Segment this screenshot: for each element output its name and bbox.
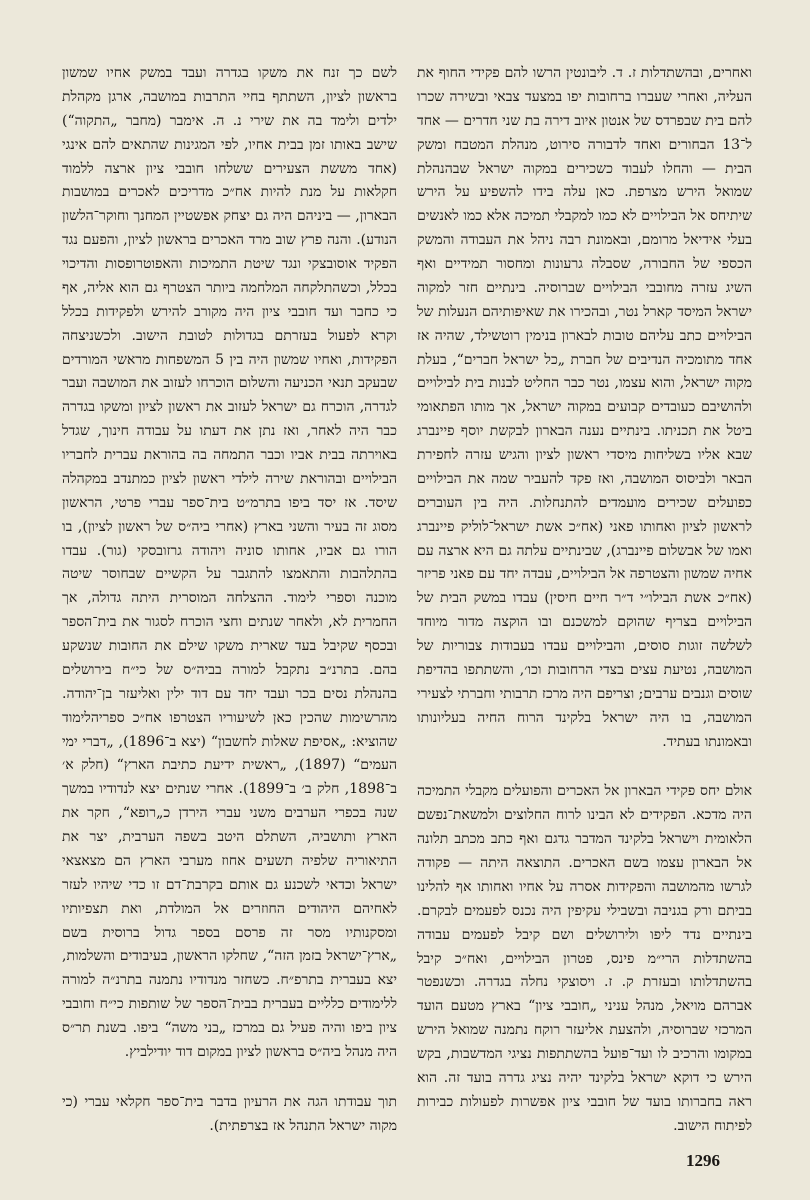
text-column-left bbox=[62, 62, 397, 1139]
paragraph-gap bbox=[62, 1065, 397, 1091]
paragraph-gap bbox=[417, 754, 752, 780]
paragraph: תוך עבודתו הגה את הרעיון בדבר בית־ספר חקלאי עברי (כי מקוה ישראל התנהל אז בצרפתית). bbox=[62, 1093, 397, 1134]
text-column-right bbox=[417, 62, 752, 1139]
paragraph: לשם כך זנח את משקו בגדרה ועבד במשק אחיו שמשון בראשון לציון, השתתף בחיי התרבות במושבה, ארגן מקהלת ילדים ולימד בה את שירי נ. ה. אימבר (מחבר „התקוה“) שישב באותו זמן בבית אחיו, לפי המגינות שהתאים להם אינגי (אחד מששת הצעירים ששלחו חובבי ציון ארצה ללמוד חקלאות על מנת להיות אח״כ מדריכים לאכרים במושבות הבארון, — ביניהם היה גם יצחק אפשטיין המחנך וחוקר־הלשון הנודע). והנה פרץ שוב מרד האכרים בראשון לציון, והפעם נגד הפקיד אוסובצקי ונגד שיטת התמיכות והאפוטרופסות והדיכוי בכלל, וכשהתלקחה המלחמה ביותר הצטרף גם הוא אליה, אף כי כחבר ועד חובבי ציון היה מקורב להירש ולפקידות בכלל וקרא לפעול בעזרתם בגדולות לטובת הישוב. ולכשניצחה הפקידות, ואחיו שמשון היה בין 5 המשפחות מראשי המורדים שבעקב תנאי הכניעה והשלום הוכרחו לעזוב את המושבה ועבר לגדרה, הוכרח גם ישראל לעזוב את ראשון לציון ומשקו בגדרה כבר היה לאחר, ואז נתן את דעתו על עבודה חינוך, שגדל באוירתה בבית אביו וכבר התמחה בה בהוראת עברית לחבריו הבילויים ובהוראת שירה לילדי ראשון לציון כמתנדב במקהלה שיסד. אז יסד ביפו בתרמ״ט בית־ספר עברי פרטי, הראשון מסוג זה בעיר והשני בארץ (אחרי ביה״ס של ראשון לציון), בו הורו גם אביו, אחותו סוניה ויהודה גרזובסקי (גור). עבדו בהתלהבות והתאמצו להתגבר על הקשיים שבחוסר שיטה מוכנה וספרי לימוד. ההצלחה המוסרית היתה גדולה, אך החמרית לא, ולאחר שנתים וחצי הוכרח לסגור את בית־הספר ובכסף שקיבל בעד שארית משקו שילם את החובות שנשקע בהם. בתרנ״ב נתקבל למורה בביה״ס של כי״ח בירושלים בהנהלת נסים בכר ועבד יחד עם דוד ילין ואליעזר בן־יהודה. מהרשימות שהכין כאן לשיעוריו הצטרפו אח״כ ספריהלימוד שהוציא: „אסיפת שאלות לחשבון“ (יצא ב־1896), „דברי ימי העמים“ (1897), „ראשית ידיעת כתיבת הארץ“ (חלק א׳ ב־1898, חלק ב׳ ב־1899). אחרי שנתים יצא לנדודיו במשך שנה בכפרי הערבים משני עברי הירדן כ„רופא“, חקר את הארץ ותושביה, השתלם היטב בשפה הערבית, יצר את התיאוריה שלפיה תשעים אחוז מערבי הארץ הם מצאצאי ישראל וכדאי לשכנע גם אותם בקרבת־דם זו כדי שיהיו לעזר לאחיהם היהודים החוזרים אל המולדת, ואת תצפיותיו ומסקנותיו מסר זה פרסם בספר גדול ברוסית בשם „ארץ־ישראל בזמן הזה“, שחלקו הראשון, בעיבודים והשלמות, יצא בעברית בתרפ״ח. כשחזר מנדודיו נתמנה בתרנ״ה למורה ללימודים כלליים בעברית בבית־הספר של שותפות כי״ח וחובבי ציון ביפו והיה פעיל גם במרכז „בני משה“ ביפו. בשנת תר״ס היה מנהל ביה״ס בראשון לציון במקום דוד יודילביץ. bbox=[62, 65, 398, 1060]
page-number: 1296 bbox=[686, 1151, 720, 1170]
paragraph: ואחרים, ובהשתדלות ז. ד. ליבונטין הרשו להם פקידי החוף את העליה, ואחרי שעברו ברחובות יפו במצעד צבאי ובשירה שכרו להם בית שבפרדס של אנטון איוב דירה בת שני חדרים — אחד ל־13 הבחורים ואחד לדבורה סירוט, מנהלת המטבח ומשק הבית — והחלו לעבוד כשכירים במקוה ישראל שבהנהלת שמואל הירש מצרפת. כאן עלה בידו להשפיע על הירש שיתיחס אל הבילויים לא כמו למקבלי תמיכה אלא כמו לאנשים בעלי אידיאל מרומם, ובאמונת רבה ניהל את העבודה והמשק הכספי של החבורה, שסבלה גרעונות ומחסור תמידיים ואף השיג עזרה מחובבי הבילויים שברוסיה. בינתיים חזר למקוה ישראל המיסד קארל נטר, ובהכירו את שאיפותיהם הנעלות של הבילויים כתב עליהם טובות לבארון בנימין רוטשילד, שהיה אז אחד מתומכיה הנדיבים של חברת „כל ישראל חברים“, בעלת מקוה ישראל, והוא עצמו, נטר כבר החליט לבנות בית לבילויים ולהושיבם כעובדים קבועים במקוה ישראל, אך מותו הפתאומי ביטל את תכניתו. בינתיים נענה הבארון לבקשת יוסף פיינברג שבא אליו בשליחות מיסדי ראשון לציון והגיש עזרה לחפירת הבאר ולביסוס המושבה, ואז פקד להעביר שמה את הבילויים כפועלים שכירים מועמדים להתנחלות. היה בין העוברים לראשון לציון ואחותו פאני (אח״כ אשת ישראל־לוליק פיינברג ואמו של אבשלום פיינברג), שבינתיים עלתה גם היא ארצה עם אחיה שמשון והצטרפה אל הבילויים, עבדה יחד עם פאני פריזר (אח״כ אשת הבילו״י ד״ר חיים חיסין) עבדו במשק הבית של הבילויים בצריף שהוקם למשכנם ובו הוקצה מדור מיוחד לשלשה זוגות סוסים, והבילויים עבדו בעבודות צבוריות של המושבה, נטיעת עצים בצדי הרחובות וכו׳, והשתתפו בהדיפת שוסים וגנבים ערבים; וצריפם היה מרכז תרבותי וחברתי לצעירי המושבה, בו היה ישראל בלקינד הרוח החיה בעליונותו ובאמונתו בעתיד. bbox=[417, 65, 752, 750]
paragraph: אולם יחס פקידי הבארון אל האכרים והפועלים מקבלי התמיכה היה מדכא. הפקידים לא הבינו לרוח החלוצים ולמשאת־נפשם הלאומית וישראל בלקינד המדבר גדגם ואף כתב מכתב תלונה אל הבארון עצמו בשם האכרים. התוצאה היתה — פקודה לגרשו מהמושבה והפקידות אסרה על אחיו ואחותו אף להלינו בביתם ורק בגניבה ובשבילי עקיפין היה נכנס לפעמים לבקרם. בינתיים נדד ליפו ולירושלים ושם קיבל לפעמים עבודה בהשתדלות הרי״מ פינס, פטרון הבילויים, ואח״כ קיבל בהשתדלותו ובעזרת ק. ז. ויסוצקי נחלה בגדרה. וכשנפטר אברהם מויאל, מנהל עניני „חובבי ציון“ בארץ מטעם הועד המרכזי שברוסיה, ולהצעת אליעזר רוקח נתמנה שמואל הירש במקומו והרכיב לו ועד־פועל בהשתתפות נציגי המדשבות, בקש הירש כי דוקא ישראל בלקינד יהיה נציג גדרה בועד זה. הוא ראה בחברותו בועד של חובבי ציון אפשרות לפעולות כבירות לפיתוח הישוב. bbox=[417, 783, 752, 1134]
